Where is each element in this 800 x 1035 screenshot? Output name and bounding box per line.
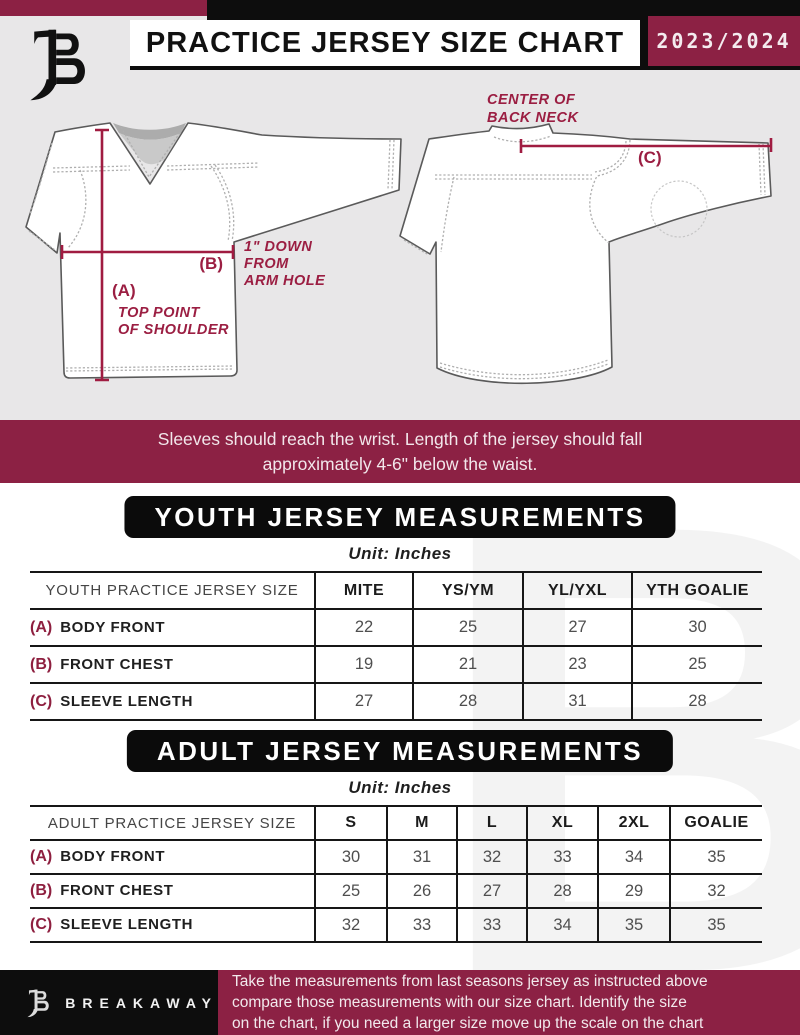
cell: 28 [632,683,762,720]
youth-col-ysym: YS/YM [413,572,523,609]
label-b: (B) [199,254,223,273]
youth-header-row [30,572,762,609]
cell: 22 [315,609,413,646]
label-a-note-2: OF SHOULDER [118,322,230,338]
table-row [30,683,762,720]
cell: 26 [387,874,457,908]
cell: 30 [315,840,387,874]
youth-size-table [30,571,762,721]
row-key: (B) [30,882,53,899]
youth-unit-label: Unit: Inches [348,544,452,563]
label-b-note-2: FROM [244,256,289,272]
season-box [648,16,800,66]
label-b-note-1: 1" DOWN [244,239,313,255]
youth-col-ylyxl: YL/YXL [523,572,632,609]
youth-col-header: YOUTH PRACTICE JERSEY SIZE [45,582,299,599]
row-key: (B) [30,655,53,673]
front-jersey-outline [26,123,401,378]
cell: 33 [387,908,457,942]
label-c: (C) [638,148,662,167]
jersey-diagram [0,86,800,420]
adult-col-header: ADULT PRACTICE JERSEY SIZE [47,814,297,832]
table-row [30,874,762,908]
adult-unit-label: Unit: Inches [348,778,452,797]
notice-line-2: approximately 4-6" below the waist. [262,453,538,474]
row-name: BODY FRONT [60,618,166,636]
footer-brand-panel [0,970,218,1035]
cell: 21 [413,646,523,683]
brand-name: BREAKAWAY [65,994,218,1011]
row-key: (C) [30,916,53,933]
adult-section-heading: ADULT JERSEY MEASUREMENTS [127,730,673,772]
table-row [30,840,762,874]
cell: 27 [315,683,413,720]
breakaway-logo-icon [26,985,51,1021]
cell: 27 [523,609,632,646]
adult-size-table [30,805,762,943]
footer-line-2: compare those measurements with our size chart. Identify the size [232,994,687,1011]
season-label: 2023/2024 [656,29,792,53]
notice-line-1: Sleeves should reach the wrist. Length of the jersey should fall [157,428,643,449]
row-key: (A) [30,618,53,636]
cell: 23 [523,646,632,683]
cell: 32 [315,908,387,942]
page-title: PRACTICE JERSEY SIZE CHART [145,26,625,59]
cell: 25 [413,609,523,646]
page-title-box [130,20,640,66]
notice-banner [0,420,800,483]
youth-col-mite: MITE [315,572,413,609]
cell: 28 [413,683,523,720]
cell: 25 [315,874,387,908]
youth-section-heading: YOUTH JERSEY MEASUREMENTS [124,496,675,538]
cell: 30 [632,609,762,646]
youth-col-goalie: YTH GOALIE [632,572,762,609]
table-row [30,908,762,942]
adult-col-s: S [315,806,387,840]
footer-line-3: on the chart, if you need a larger size move up the scale on the chart [232,1015,704,1032]
cell: 32 [670,874,762,908]
cell: 34 [598,840,670,874]
label-c-note-1: CENTER OF [487,92,576,108]
row-name: FRONT CHEST [60,882,174,899]
cell: 31 [523,683,632,720]
cell: 31 [387,840,457,874]
cell: 25 [632,646,762,683]
cell: 34 [527,908,598,942]
adult-col-2xl: 2XL [598,806,670,840]
adult-col-l: L [457,806,527,840]
label-b-note-3: ARM HOLE [244,273,326,289]
cell: 29 [598,874,670,908]
adult-col-xl: XL [527,806,598,840]
label-a: (A) [112,281,136,300]
row-name: FRONT CHEST [60,655,174,673]
adult-col-goalie: GOALIE [670,806,762,840]
label-c-note-2: BACK NECK [487,110,579,126]
cell: 33 [527,840,598,874]
table-row [30,609,762,646]
footer-line-1: Take the measurements from last seasons jersey as instructed above [232,973,708,990]
cell: 28 [527,874,598,908]
cell: 27 [457,874,527,908]
cell: 32 [457,840,527,874]
back-jersey-outline [400,124,771,383]
row-name: SLEEVE LENGTH [60,692,194,710]
top-bar-maroon [0,0,207,16]
cell: 35 [670,908,762,942]
row-key: (C) [30,692,53,710]
table-row [30,646,762,683]
cell: 19 [315,646,413,683]
row-key: (A) [30,848,53,865]
cell: 33 [457,908,527,942]
cell: 35 [670,840,762,874]
row-name: BODY FRONT [60,848,166,865]
adult-header-row [30,806,762,840]
adult-col-m: M [387,806,457,840]
row-name: SLEEVE LENGTH [60,916,194,933]
footer-instructions [218,970,800,1035]
label-a-note-1: TOP POINT [118,305,200,321]
cell: 35 [598,908,670,942]
